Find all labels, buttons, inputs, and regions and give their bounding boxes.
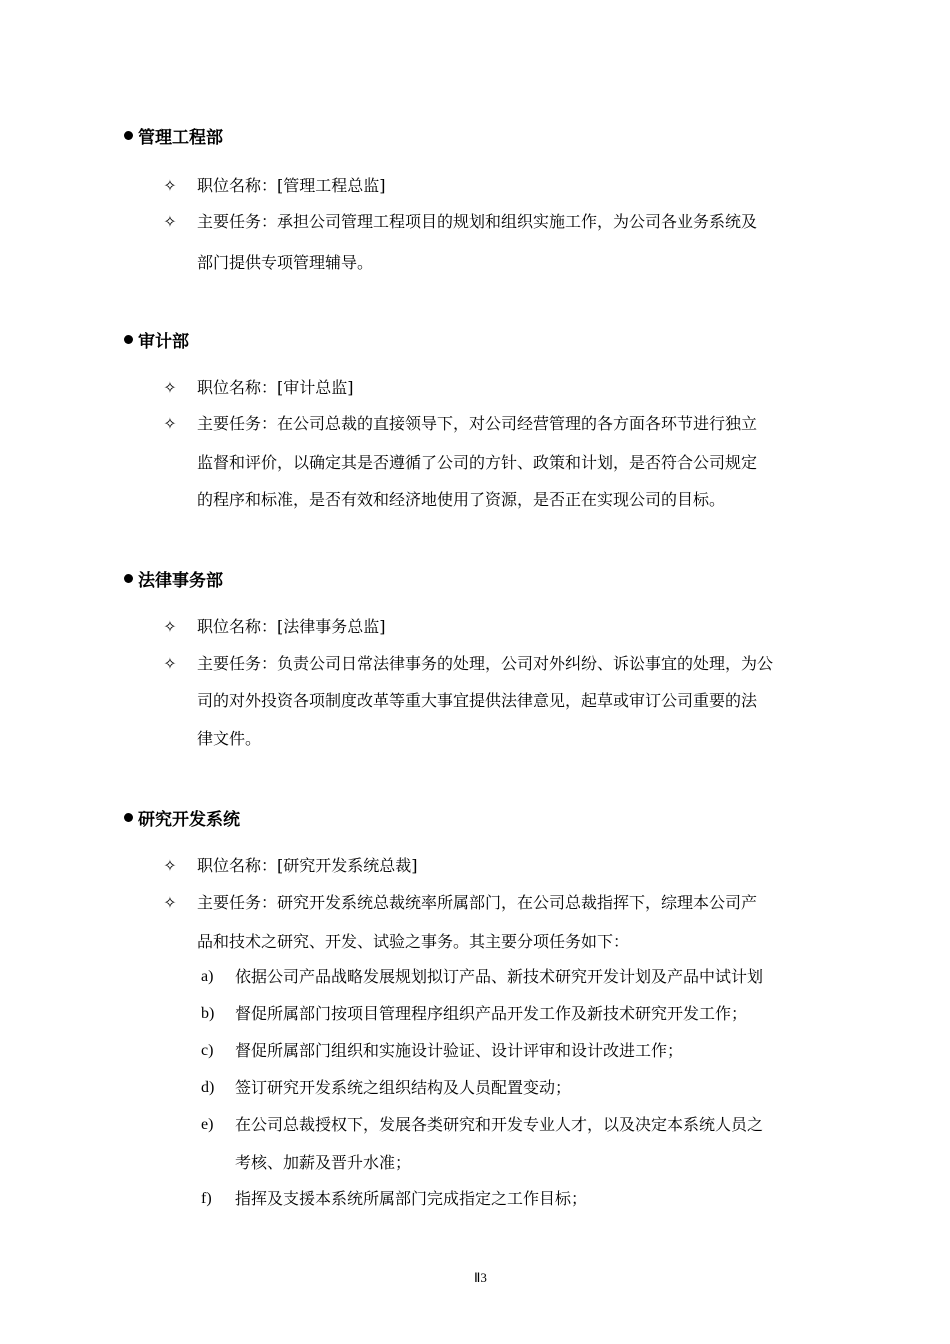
task-line: 部门提供专项管理辅导。 — [197, 253, 374, 272]
task-line: 主要任务：研究开发系统总裁统率所属部门，在公司总裁指挥下，综理本公司产 — [197, 893, 758, 912]
position-title-line: 职位名称：[审计总监] — [197, 378, 354, 397]
section-heading-audit — [124, 330, 189, 354]
sub-item-text: 督促所属部门组织和实施设计验证、设计评审和设计改进工作； — [235, 1041, 684, 1060]
task-line: 主要任务：在公司总裁的直接领导下，对公司经营管理的各方面各环节进行独立 — [197, 414, 758, 433]
diamond-bullet-icon: ✧ — [163, 893, 177, 912]
section-heading-text: 法律事务部 — [138, 571, 223, 591]
sub-item-label: c) — [201, 1042, 214, 1059]
position-title-line: 职位名称：[管理工程总监] — [197, 176, 386, 195]
task-line: 主要任务：负责公司日常法律事务的处理，公司对外纠纷、诉讼事宜的处理，为公 — [197, 654, 774, 673]
bullet-dot-icon — [124, 813, 133, 822]
task-line: 的程序和标准，是否有效和经济地使用了资源，是否正在实现公司的目标。 — [197, 490, 726, 509]
bullet-dot-icon — [124, 131, 133, 140]
section-heading-text: 审计部 — [138, 332, 189, 352]
position-title-line: 职位名称：[法律事务总监] — [197, 617, 386, 636]
section-heading-management-engineering — [124, 126, 223, 150]
diamond-bullet-icon: ✧ — [163, 212, 177, 231]
sub-item-text: 指挥及支援本系统所属部门完成指定之工作目标； — [235, 1189, 588, 1208]
sub-item-text: 依据公司产品战略发展规划拟订产品、新技术研究开发计划及产品中试计划 — [235, 967, 764, 986]
task-line: 主要任务：承担公司管理工程项目的规划和组织实施工作，为公司各业务系统及 — [197, 212, 758, 231]
diamond-bullet-icon: ✧ — [163, 856, 177, 875]
bullet-dot-icon — [124, 574, 133, 583]
section-heading-rnd — [124, 808, 240, 832]
diamond-bullet-icon: ✧ — [163, 414, 177, 433]
diamond-bullet-icon: ✧ — [163, 378, 177, 397]
page-number: Ⅱ3 — [474, 1270, 487, 1285]
sub-item-label: e) — [201, 1116, 214, 1133]
diamond-bullet-icon: ✧ — [163, 617, 177, 636]
diamond-bullet-icon: ✧ — [163, 654, 177, 673]
section-heading-text: 研究开发系统 — [138, 810, 240, 830]
task-line: 律文件。 — [197, 729, 262, 748]
sub-item-text: 签订研究开发系统之组织结构及人员配置变动； — [235, 1078, 572, 1097]
sub-item-text: 考核、加薪及晋升水准； — [235, 1153, 412, 1172]
bullet-dot-icon — [124, 335, 133, 344]
sub-item-label: b) — [201, 1005, 215, 1022]
position-title-line: 职位名称：[研究开发系统总裁] — [197, 856, 418, 875]
sub-item-label: a) — [201, 968, 214, 985]
diamond-bullet-icon: ✧ — [163, 176, 177, 195]
sub-item-label: f) — [201, 1190, 212, 1207]
section-heading-text: 管理工程部 — [138, 128, 223, 148]
sub-item-text: 在公司总裁授权下，发展各类研究和开发专业人才，以及决定本系统人员之 — [235, 1115, 764, 1134]
task-line: 品和技术之研究、开发、试验之事务。其主要分项任务如下： — [197, 932, 630, 951]
section-heading-legal — [124, 569, 223, 593]
task-line: 监督和评价，以确定其是否遵循了公司的方针、政策和计划，是否符合公司规定 — [197, 453, 758, 472]
sub-item-text: 督促所属部门按项目管理程序组织产品开发工作及新技术研究开发工作； — [235, 1004, 748, 1023]
sub-item-label: d) — [201, 1079, 215, 1096]
task-line: 司的对外投资各项制度改革等重大事宜提供法律意见，起草或审订公司重要的法 — [197, 691, 758, 710]
